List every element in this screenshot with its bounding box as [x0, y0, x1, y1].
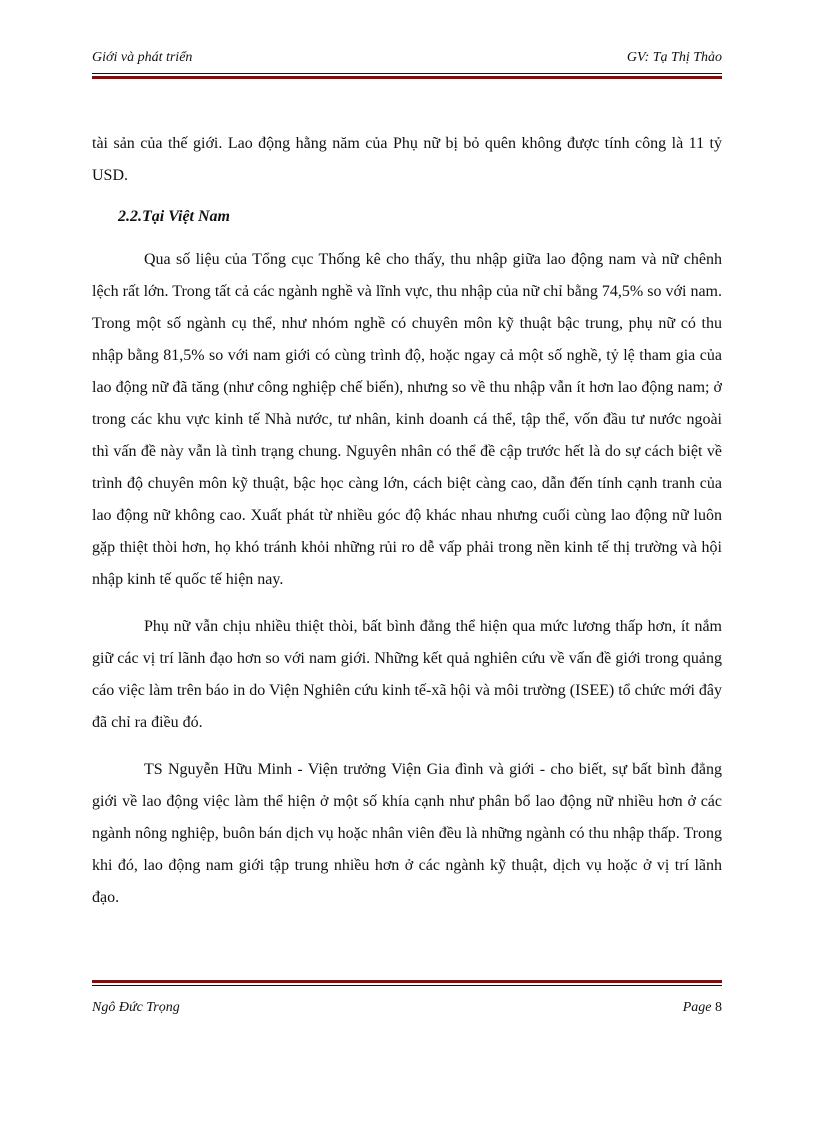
body-paragraph-2: Phụ nữ vẫn chịu nhiều thiệt thòi, bất bình đẳng thể hiện qua mức lương thấp hơn, ít nắm giữ các vị trí lãnh đạo hơn so với nam giới. Những kết quả nghiên cứu về vấn đề giới trong quảng cáo việc làm trên báo in do Viện Nghiên cứu kinh tế-xã hội và môi trường (ISEE) tổ chức mới đây đã chỉ ra điều đó.: [92, 618, 722, 731]
page-footer: [92, 1000, 722, 1022]
intro-paragraph: tài sản của thế giới. Lao động hằng năm của Phụ nữ bị bỏ quên không được tính công là 11 tỷ USD.: [92, 135, 722, 184]
body-paragraph-3: TS Nguyễn Hữu Minh - Viện trưởng Viện Gia đình và giới - cho biết, sự bất bình đẳng giới về lao động việc làm thể hiện ở một số khía cạnh như phân bổ lao động nữ nhiều hơn ở các ngành nông nghiệp, buôn bán dịch vụ hoặc nhân viên đều là những ngành có thu nhập thấp. Trong khi đó, lao động nam giới tập trung nhiều hơn ở các ngành kỹ thuật, dịch vụ hoặc ở vị trí lãnh đạo.: [92, 761, 722, 906]
footer-author: Ngô Đức Trọng: [92, 1000, 180, 1015]
page-body: [92, 128, 722, 914]
footer-rule-thin: [92, 985, 722, 986]
section-heading: 2.2.Tại Việt Nam: [118, 208, 230, 225]
header-rule-thick: [92, 76, 722, 79]
page-label: Page: [682, 1000, 712, 1015]
body-paragraph-1: Qua số liệu của Tổng cục Thống kê cho thấy, thu nhập giữa lao động nam và nữ chênh lệch rất lớn. Trong tất cả các ngành nghề và lĩnh vực, thu nhập của nữ chỉ bằng 74,5% so với nam. Trong một số ngành cụ thể, như nhóm nghề có chuyên môn kỹ thuật bậc trung, phụ nữ có thu nhập bằng 81,5% so với nam giới có cùng trình độ, hoặc ngay cả một số nghề, tỷ lệ tham gia của lao động nữ đã tăng (như công nghiệp chế biến), nhưng so về thu nhập vẫn ít hơn lao động nam; ở trong các khu vực kinh tế Nhà nước, tư nhân, kinh doanh cá thể, tập thể, vốn đầu tư nước ngoài thì vấn đề này vẫn là tình trạng chung. Nguyên nhân có thể đề cập trước hết là do sự cách biệt về trình độ chuyên môn kỹ thuật, bậc học càng lớn, cách biệt càng cao, dẫn đến tính cạnh tranh của lao động nữ không cao. Xuất phát từ nhiều góc độ khác nhau nhưng cuối cùng lao động nữ luôn gặp thiệt thòi hơn, họ khó tránh khỏi những rủi ro dễ vấp phải trong nền kinh tế thị trường và hội nhập kinh tế quốc tế hiện nay.: [92, 251, 722, 588]
header-lecturer: GV: Tạ Thị Thảo: [626, 50, 722, 65]
footer-rule-thick: [92, 980, 722, 983]
header-rule-thin: [92, 73, 722, 74]
footer-page: [683, 1000, 722, 1016]
page-number: 8: [715, 1000, 722, 1015]
header-course-title: Giới và phát triển: [92, 50, 193, 65]
page-header: [92, 50, 722, 70]
